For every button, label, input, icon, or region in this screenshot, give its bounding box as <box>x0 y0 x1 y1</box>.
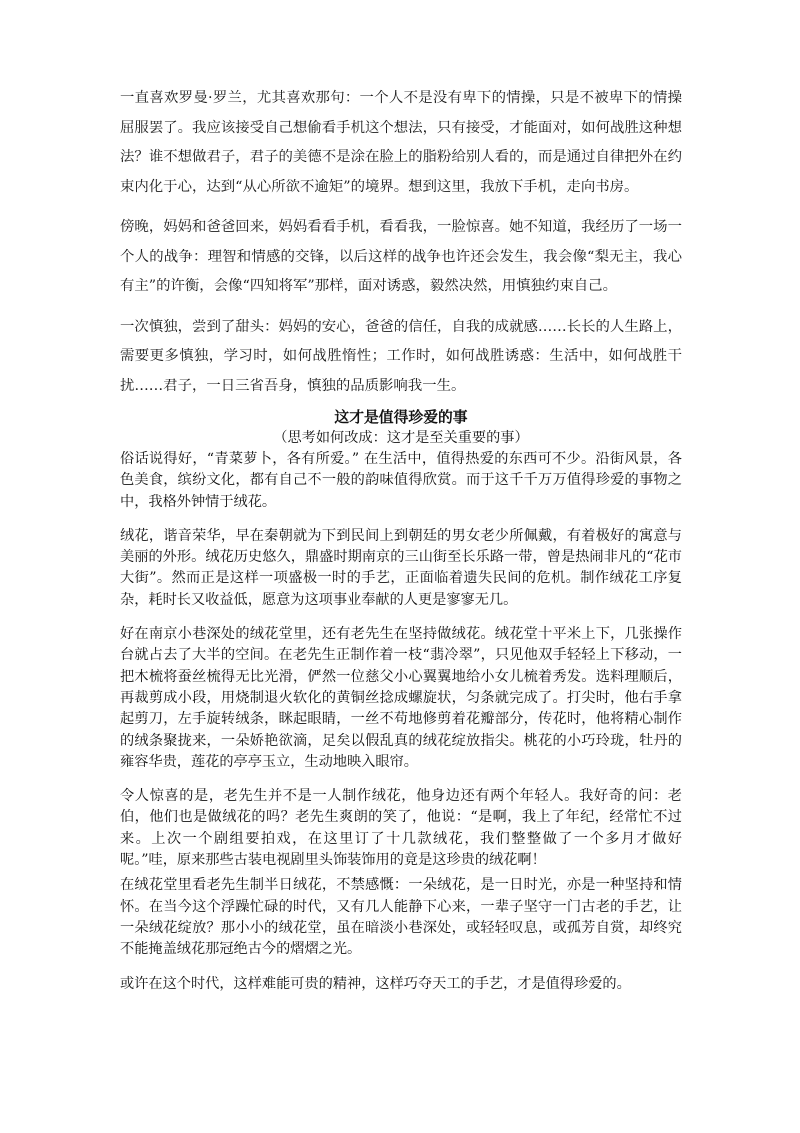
essay-section-1 <box>120 84 682 412</box>
paragraph: 傍晚，妈妈和爸爸回来，妈妈看看手机，看看我，一脸惊喜。她不知道，我经历了一场一个人的战争：理智和情感的交锋，以后这样的战争也许还会发生，我会像“梨无主，我心有主”的许衡，会像“四知将军”那样，面对诱惑，毅然决然，用慎独约束自己。 <box>120 219 682 294</box>
paragraph: 或许在这个时代，这样难能可贵的精神，这样巧夺天工的手艺，才是值得珍爱的。 <box>120 975 631 992</box>
paragraph: 令人惊喜的是，老先生并不是一人制作绒花，他身边还有两个年轻人。我好奇的问：老伯，他们也是做绒花的吗？老先生爽朗的笑了，他说：“是啊，我上了年纪，经常忙不过来。上次一个剧组要拍戏，在这里订了十几款绒花，我们整整做了一个多月才做好呢。”哇，原来那些古装电视剧里头饰装饰用的竟是这珍贵的绒花啊！ <box>120 788 682 869</box>
paragraph: 好在南京小巷深处的绒花堂里，还有老先生在坚持做绒花。绒花堂十平米上下，几张操作台就占去了大半的空间。在老先生正制作着一枝“翡冷翠”，只见他双手轻轻上下移动，一把木梳将蚕丝梳得无比光滑，俨然一位慈父小心翼翼地给小女儿梳着秀发。选料理顺后，再裁剪成小段，用烧制退火软化的黄铜丝捻成螺旋状，匀条就完成了。打尖时，他右手拿起剪刀，左手旋转绒条，眯起眼睛，一丝不苟地修剪着花瓣部分，传花时，他将精心制作的绒条聚拢来，一朵娇艳欲滴，足矣以假乱真的绒花绽放指尖。桃花的小巧玲珑，牡丹的雍容华贵，莲花的亭亭玉立，生动地映入眼帘。 <box>120 626 682 770</box>
essay-subtitle: （思考如何改成：这才是至关重要的事） <box>273 430 529 446</box>
paragraph: 在绒花堂里看老先生制半日绒花，不禁感慨：一朵绒花，是一日时光，亦是一种坚持和情怀。在当今这个浮躁忙碌的时代，又有几人能静下心来，一辈子坚守一门古老的手艺，让一朵绒花绽放？那小小的绒花堂，虽在暗淡小巷深处，或轻轻叹息，或孤芳自赏，却终究不能掩盖绒花那冠绝古今的熠熠之光。 <box>120 877 682 958</box>
essay-section-2 <box>120 408 682 1008</box>
paragraph: 一直喜欢罗曼·罗兰，尤其喜欢那句：一个人不是没有卑下的情操，只是不被卑下的情操屈服罢了。我应该接受自己想偷看手机这个想法，只有接受，才能面对，如何战胜这种想法？谁不想做君子，君子的美德不是涂在脸上的脂粉给别人看的，而是通过自律把外在约束内化于心，达到“从心所欲不逾矩”的境界。想到这里，我放下手机，走向书房。 <box>120 90 682 195</box>
paragraph: 一次慎独，尝到了甜头：妈妈的安心，爸爸的信任，自我的成就感……长长的人生路上，需要更多慎独，学习时，如何战胜惰性；工作时，如何战胜诱惑：生活中，如何战胜干扰……君子，一日三省吾身，慎独的品质影响我一生。 <box>120 318 682 394</box>
essay-title: 这才是值得珍爱的事 <box>334 409 468 426</box>
paragraph: 俗话说得好，“青菜萝卜，各有所爱。” 在生活中，值得热爱的东西可不少。沿街风景，各色美食，缤纷文化，都有自己不一般的韵味值得欣赏。而于这千千万万值得珍爱的事物之中，我格外钟情于绒花。 <box>120 451 682 510</box>
paragraph: 绒花，谐音荣华，早在秦朝就为下到民间上到朝廷的男女老少所佩戴，有着极好的寓意与美丽的外形。绒花历史悠久，鼎盛时期南京的三山街至长乐路一带，曾是热闹非凡的“花市大街”。然而正是这样一项盛极一时的手艺，正面临着遗失民间的危机。制作绒花工序复杂，耗时长又收益低，愿意为这项事业奉献的人更是寥寥无几。 <box>120 527 682 608</box>
